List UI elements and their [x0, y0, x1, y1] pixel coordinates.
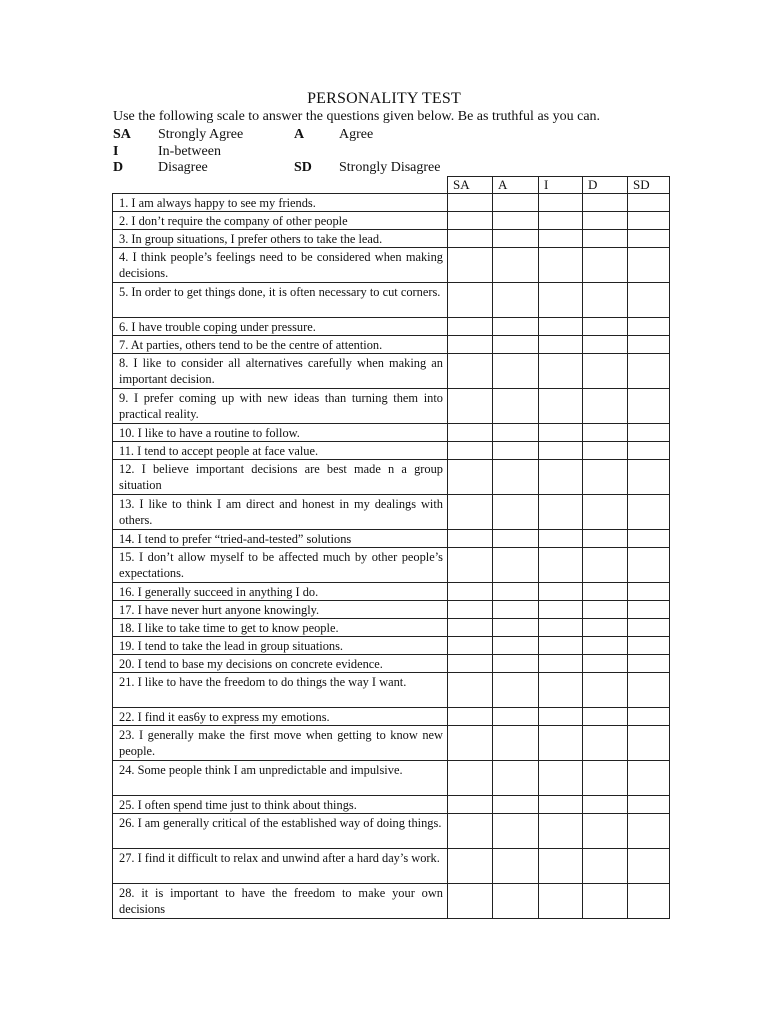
answer-cell-a[interactable] — [493, 283, 539, 318]
answer-cell-sa[interactable] — [448, 318, 493, 336]
answer-cell-sd[interactable] — [628, 442, 670, 460]
answer-cell-a[interactable] — [493, 708, 539, 726]
answer-cell-sd[interactable] — [628, 194, 670, 212]
answer-cell-d[interactable] — [583, 212, 628, 230]
answer-cell-d[interactable] — [583, 318, 628, 336]
table-row — [113, 212, 670, 230]
question-text: 15. I don’t allow myself to be affected much by other people’s expectations. — [113, 548, 448, 583]
question-text: 11. I tend to accept people at face value. — [113, 442, 448, 460]
answer-cell-sd[interactable] — [628, 601, 670, 619]
table-row — [113, 619, 670, 637]
answer-cell-i[interactable] — [539, 655, 583, 673]
question-text: 8. I like to consider all alternatives carefully when making an important decision. — [113, 354, 448, 389]
answer-cell-a[interactable] — [493, 726, 539, 761]
answer-cell-d[interactable] — [583, 601, 628, 619]
table-row — [113, 354, 670, 389]
answer-cell-sa[interactable] — [448, 389, 493, 424]
question-text: 25. I often spend time just to think about things. — [113, 796, 448, 814]
page-title: PERSONALITY TEST — [307, 90, 461, 107]
answer-cell-a[interactable] — [493, 495, 539, 530]
answer-cell-sd[interactable] — [628, 583, 670, 601]
question-text: 24. Some people think I am unpredictable and impulsive. — [113, 761, 448, 796]
answer-cell-d[interactable] — [583, 442, 628, 460]
answer-cell-d[interactable] — [583, 761, 628, 796]
question-text: 4. I think people’s feelings need to be considered when making decisions. — [113, 248, 448, 283]
table-row — [113, 318, 670, 336]
answer-cell-i[interactable] — [539, 637, 583, 655]
table-row — [113, 708, 670, 726]
table-header-row — [113, 177, 670, 194]
table-row — [113, 530, 670, 548]
answer-cell-i[interactable] — [539, 460, 583, 495]
answer-cell-i[interactable] — [539, 194, 583, 212]
answer-cell-a[interactable] — [493, 424, 539, 442]
table-row — [113, 761, 670, 796]
column-header-i: I — [539, 177, 583, 194]
answer-cell-sd[interactable] — [628, 619, 670, 637]
legend-label: Disagree — [158, 160, 208, 175]
answer-cell-a[interactable] — [493, 761, 539, 796]
answer-cell-sa[interactable] — [448, 336, 493, 354]
legend-abbr: SD — [294, 160, 312, 175]
table-row — [113, 230, 670, 248]
table-row — [113, 442, 670, 460]
answer-cell-i[interactable] — [539, 849, 583, 884]
answer-cell-d[interactable] — [583, 194, 628, 212]
answer-cell-i[interactable] — [539, 601, 583, 619]
table-row — [113, 336, 670, 354]
table-row — [113, 548, 670, 583]
answer-cell-sa[interactable] — [448, 655, 493, 673]
instructions-text: Use the following scale to answer the questions given below. Be as truthful as you can. — [113, 109, 601, 124]
answer-cell-sa[interactable] — [448, 708, 493, 726]
answer-cell-sd[interactable] — [628, 814, 670, 849]
answer-cell-i[interactable] — [539, 884, 583, 919]
answer-cell-i[interactable] — [539, 814, 583, 849]
question-text: 3. In group situations, I prefer others to take the lead. — [113, 230, 448, 248]
answer-cell-d[interactable] — [583, 619, 628, 637]
answer-cell-sa[interactable] — [448, 637, 493, 655]
column-header-d: D — [583, 177, 628, 194]
table-row — [113, 796, 670, 814]
answer-cell-sd[interactable] — [628, 849, 670, 884]
answer-cell-sd[interactable] — [628, 389, 670, 424]
answer-cell-sd[interactable] — [628, 230, 670, 248]
answer-cell-sa[interactable] — [448, 673, 493, 708]
question-text: 20. I tend to base my decisions on concrete evidence. — [113, 655, 448, 673]
answer-cell-a[interactable] — [493, 601, 539, 619]
answer-cell-i[interactable] — [539, 583, 583, 601]
table-row — [113, 655, 670, 673]
answer-cell-sd[interactable] — [628, 248, 670, 283]
table-row — [113, 637, 670, 655]
answer-cell-a[interactable] — [493, 460, 539, 495]
answer-cell-i[interactable] — [539, 708, 583, 726]
legend-abbr: SA — [113, 127, 131, 142]
answer-cell-sd[interactable] — [628, 796, 670, 814]
answer-cell-d[interactable] — [583, 424, 628, 442]
question-text: 18. I like to take time to get to know people. — [113, 619, 448, 637]
answer-cell-sa[interactable] — [448, 495, 493, 530]
answer-cell-sa[interactable] — [448, 530, 493, 548]
answer-cell-d[interactable] — [583, 849, 628, 884]
answer-cell-d[interactable] — [583, 548, 628, 583]
question-text: 21. I like to have the freedom to do things the way I want. — [113, 673, 448, 708]
answer-cell-d[interactable] — [583, 530, 628, 548]
question-text: 5. In order to get things done, it is often necessary to cut corners. — [113, 283, 448, 318]
answer-cell-a[interactable] — [493, 655, 539, 673]
table-row — [113, 884, 670, 919]
legend-label: Strongly Disagree — [339, 160, 441, 175]
answer-cell-d[interactable] — [583, 583, 628, 601]
answer-cell-i[interactable] — [539, 248, 583, 283]
table-row — [113, 583, 670, 601]
answer-cell-a[interactable] — [493, 884, 539, 919]
answer-cell-sa[interactable] — [448, 619, 493, 637]
question-text: 7. At parties, others tend to be the centre of attention. — [113, 336, 448, 354]
answer-cell-sa[interactable] — [448, 460, 493, 495]
answer-cell-d[interactable] — [583, 726, 628, 761]
answer-cell-d[interactable] — [583, 336, 628, 354]
table-row — [113, 283, 670, 318]
question-text: 1. I am always happy to see my friends. — [113, 194, 448, 212]
answer-cell-i[interactable] — [539, 619, 583, 637]
answer-cell-sa[interactable] — [448, 726, 493, 761]
answer-cell-d[interactable] — [583, 248, 628, 283]
answer-cell-sa[interactable] — [448, 548, 493, 583]
question-text: 10. I like to have a routine to follow. — [113, 424, 448, 442]
table-row — [113, 601, 670, 619]
table-row — [113, 248, 670, 283]
legend-label: In-between — [158, 143, 221, 159]
question-text: 27. I find it difficult to relax and unwind after a hard day’s work. — [113, 849, 448, 884]
table-row — [113, 726, 670, 761]
table-row — [113, 673, 670, 708]
answer-cell-sd[interactable] — [628, 708, 670, 726]
answer-cell-i[interactable] — [539, 389, 583, 424]
question-text: 9. I prefer coming up with new ideas than turning them into practical reality. — [113, 389, 448, 424]
answer-cell-sa[interactable] — [448, 354, 493, 389]
answer-cell-d[interactable] — [583, 283, 628, 318]
table-row — [113, 424, 670, 442]
answer-cell-sd[interactable] — [628, 726, 670, 761]
answer-cell-d[interactable] — [583, 814, 628, 849]
answer-cell-a[interactable] — [493, 354, 539, 389]
answer-cell-a[interactable] — [493, 637, 539, 655]
question-text: 23. I generally make the first move when getting to know new people. — [113, 726, 448, 761]
answer-cell-sd[interactable] — [628, 424, 670, 442]
table-row — [113, 389, 670, 424]
answer-cell-d[interactable] — [583, 884, 628, 919]
answer-cell-sa[interactable] — [448, 796, 493, 814]
answer-cell-i[interactable] — [539, 548, 583, 583]
answer-cell-sa[interactable] — [448, 442, 493, 460]
answer-cell-sd[interactable] — [628, 548, 670, 583]
answer-cell-sa[interactable] — [448, 884, 493, 919]
question-text: 2. I don’t require the company of other people — [113, 212, 448, 230]
answer-cell-sa[interactable] — [448, 601, 493, 619]
answer-cell-d[interactable] — [583, 460, 628, 495]
legend-label: Agree — [339, 127, 374, 142]
table-row — [113, 495, 670, 530]
column-header-sd: SD — [628, 177, 670, 194]
questionnaire-table — [112, 176, 670, 919]
answer-cell-sd[interactable] — [628, 761, 670, 796]
answer-cell-sd[interactable] — [628, 336, 670, 354]
answer-cell-sa[interactable] — [448, 230, 493, 248]
answer-cell-sd[interactable] — [628, 655, 670, 673]
answer-cell-a[interactable] — [493, 336, 539, 354]
answer-cell-sd[interactable] — [628, 460, 670, 495]
answer-cell-sd[interactable] — [628, 673, 670, 708]
answer-cell-a[interactable] — [493, 442, 539, 460]
answer-cell-sd[interactable] — [628, 884, 670, 919]
answer-cell-a[interactable] — [493, 389, 539, 424]
answer-cell-d[interactable] — [583, 796, 628, 814]
header-blank-cell — [113, 177, 448, 194]
answer-cell-a[interactable] — [493, 796, 539, 814]
answer-cell-i[interactable] — [539, 283, 583, 318]
answer-cell-i[interactable] — [539, 442, 583, 460]
answer-cell-a[interactable] — [493, 194, 539, 212]
answer-cell-a[interactable] — [493, 230, 539, 248]
answer-cell-sd[interactable] — [628, 212, 670, 230]
answer-cell-d[interactable] — [583, 495, 628, 530]
legend-abbr: D — [113, 160, 124, 175]
answer-cell-sd[interactable] — [628, 354, 670, 389]
answer-cell-a[interactable] — [493, 583, 539, 601]
question-text: 6. I have trouble coping under pressure. — [113, 318, 448, 336]
answer-cell-d[interactable] — [583, 673, 628, 708]
answer-cell-i[interactable] — [539, 796, 583, 814]
answer-cell-sa[interactable] — [448, 849, 493, 884]
table-row — [113, 194, 670, 212]
answer-cell-sa[interactable] — [448, 583, 493, 601]
answer-cell-a[interactable] — [493, 248, 539, 283]
answer-cell-sd[interactable] — [628, 495, 670, 530]
answer-cell-sa[interactable] — [448, 194, 493, 212]
question-text: 22. I find it eas6y to express my emotions. — [113, 708, 448, 726]
answer-cell-d[interactable] — [583, 655, 628, 673]
answer-cell-sd[interactable] — [628, 530, 670, 548]
answer-cell-sa[interactable] — [448, 248, 493, 283]
question-text: 17. I have never hurt anyone knowingly. — [113, 601, 448, 619]
answer-cell-a[interactable] — [493, 619, 539, 637]
answer-cell-i[interactable] — [539, 354, 583, 389]
answer-cell-d[interactable] — [583, 637, 628, 655]
answer-cell-a[interactable] — [493, 548, 539, 583]
answer-cell-sd[interactable] — [628, 637, 670, 655]
answer-cell-i[interactable] — [539, 673, 583, 708]
question-text: 19. I tend to take the lead in group situations. — [113, 637, 448, 655]
answer-cell-a[interactable] — [493, 849, 539, 884]
legend-abbr: I — [113, 143, 119, 159]
answer-cell-d[interactable] — [583, 389, 628, 424]
table-row — [113, 849, 670, 884]
column-header-a: A — [493, 177, 539, 194]
answer-cell-d[interactable] — [583, 230, 628, 248]
question-text: 28. it is important to have the freedom to make your own decisions — [113, 884, 448, 919]
table-row — [113, 460, 670, 495]
legend-abbr: A — [294, 127, 305, 142]
question-text: 12. I believe important decisions are best made n a group situation — [113, 460, 448, 495]
answer-cell-a[interactable] — [493, 212, 539, 230]
answer-cell-sd[interactable] — [628, 283, 670, 318]
answer-cell-i[interactable] — [539, 212, 583, 230]
question-text: 16. I generally succeed in anything I do. — [113, 583, 448, 601]
answer-cell-i[interactable] — [539, 336, 583, 354]
answer-cell-i[interactable] — [539, 530, 583, 548]
table-row — [113, 814, 670, 849]
answer-cell-a[interactable] — [493, 530, 539, 548]
question-text: 14. I tend to prefer “tried-and-tested” solutions — [113, 530, 448, 548]
column-header-sa: SA — [448, 177, 493, 194]
answer-cell-sa[interactable] — [448, 814, 493, 849]
answer-cell-d[interactable] — [583, 708, 628, 726]
answer-cell-d[interactable] — [583, 354, 628, 389]
question-text: 26. I am generally critical of the established way of doing things. — [113, 814, 448, 849]
answer-cell-i[interactable] — [539, 230, 583, 248]
answer-cell-sa[interactable] — [448, 212, 493, 230]
answer-cell-a[interactable] — [493, 814, 539, 849]
answer-cell-sd[interactable] — [628, 318, 670, 336]
answer-cell-i[interactable] — [539, 761, 583, 796]
answer-cell-i[interactable] — [539, 495, 583, 530]
answer-cell-sa[interactable] — [448, 283, 493, 318]
question-text: 13. I like to think I am direct and honest in my dealings with others. — [113, 495, 448, 530]
answer-cell-i[interactable] — [539, 424, 583, 442]
legend-label: Strongly Agree — [158, 127, 244, 142]
answer-cell-i[interactable] — [539, 318, 583, 336]
answer-cell-sa[interactable] — [448, 761, 493, 796]
answer-cell-i[interactable] — [539, 726, 583, 761]
answer-cell-a[interactable] — [493, 673, 539, 708]
answer-cell-sa[interactable] — [448, 424, 493, 442]
answer-cell-a[interactable] — [493, 318, 539, 336]
